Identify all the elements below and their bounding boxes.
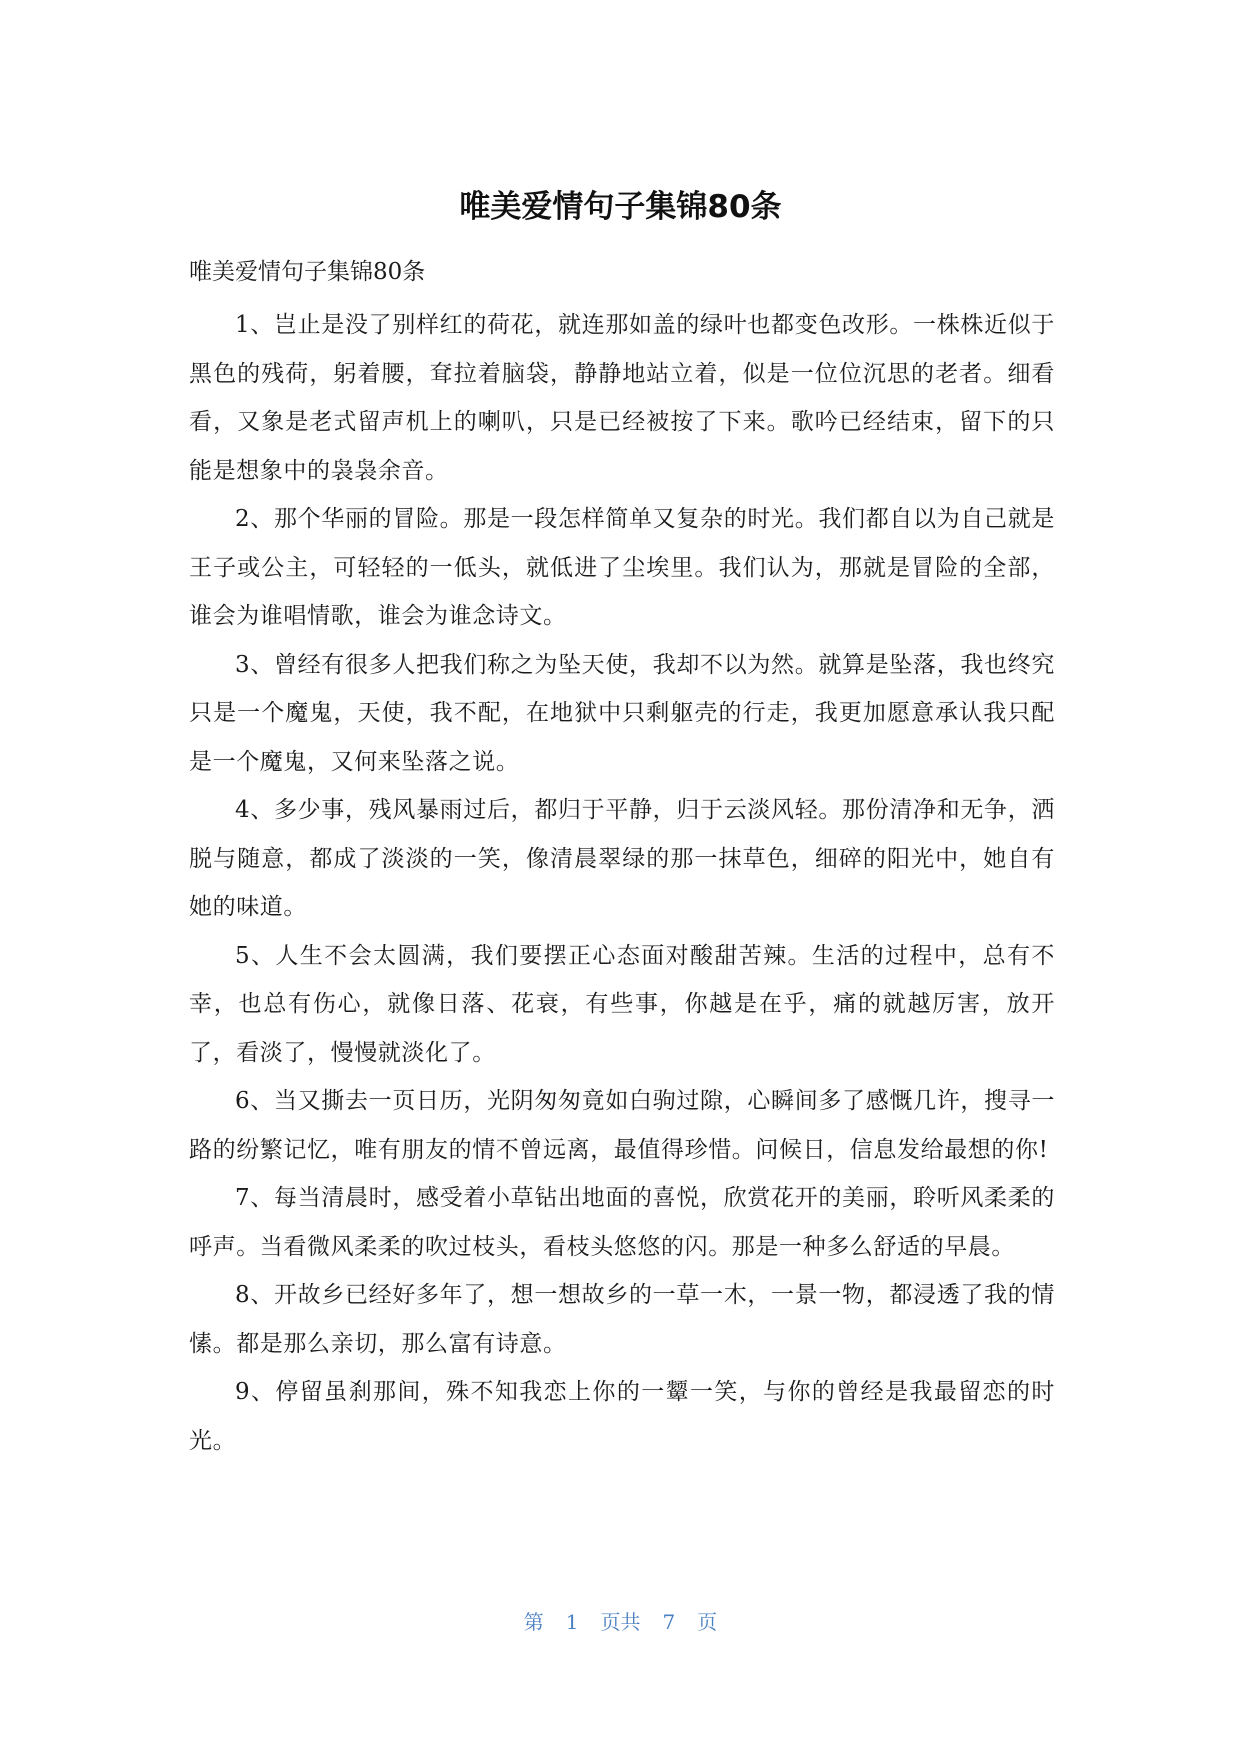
footer-label-of: 页共 xyxy=(600,1610,641,1634)
paragraph-7: 7、每当清晨时，感受着小草钻出地面的喜悦，欣赏花开的美丽，聆听风柔柔的呼声。当看微风柔柔的吹过枝头，看枝头悠悠的闪。那是一种多么舒适的早晨。 xyxy=(189,1185,1055,1260)
page-footer xyxy=(0,1608,1241,1636)
paragraph-2: 2、那个华丽的冒险。那是一段怎样简单又复杂的时光。我们都自以为自己就是王子或公主，可轻轻的一低头，就低进了尘埃里。我们认为，那就是冒险的全部，谁会为谁唱情歌，谁会为谁念诗文。 xyxy=(189,506,1055,629)
paragraph-9: 9、停留虽刹那间，殊不知我恋上你的一颦一笑，与你的曾经是我最留恋的时光。 xyxy=(189,1379,1055,1454)
paragraph-3: 3、曾经有很多人把我们称之为坠天使，我却不以为然。就算是坠落，我也终究只是一个魔鬼，天使，我不配，在地狱中只剩躯壳的行走，我更加愿意承认我只配是一个魔鬼，又何来坠落之说。 xyxy=(189,651,1055,775)
footer-current-page: 1 xyxy=(565,1610,579,1634)
paragraph-6: 6、当又撕去一页日历，光阴匆匆竟如白驹过隙，心瞬间多了感慨几许，搜寻一路的纷繁记忆，唯有朋友的情不曾远离，最值得珍惜。问候日，信息发给最想的你! xyxy=(189,1088,1055,1163)
footer-total-pages: 7 xyxy=(662,1610,676,1634)
paragraph-8: 8、开故乡已经好多年了，想一想故乡的一草一木，一景一物，都浸透了我的情愫。都是那么亲切，那么富有诗意。 xyxy=(189,1282,1055,1357)
document-subtitle: 唯美爱情句子集锦80条 xyxy=(189,259,426,285)
document-body xyxy=(189,301,1055,1465)
document-title: 唯美爱情句子集锦80条 xyxy=(459,189,782,225)
footer-label-end: 页 xyxy=(697,1610,718,1634)
paragraph-5: 5、人生不会太圆满，我们要摆正心态面对酸甜苦辣。生活的过程中，总有不幸，也总有伤心，就像日落、花衰，有些事，你越是在乎，痛的就越厉害，放开了，看淡了，慢慢就淡化了。 xyxy=(189,942,1055,1066)
footer-label-page: 第 xyxy=(523,1610,544,1634)
paragraph-4: 4、多少事，残风暴雨过后，都归于平静，归于云淡风轻。那份清净和无争，洒脱与随意，都成了淡淡的一笑，像清晨翠绿的那一抹草色，细碎的阳光中，她自有她的味道。 xyxy=(189,797,1055,920)
paragraph-1: 1、岂止是没了别样红的荷花，就连那如盖的绿叶也都变色改形。一株株近似于黑色的残荷，躬着腰，耷拉着脑袋，静静地站立着，似是一位位沉思的老者。细看看，又象是老式留声机上的喇叭，只是已经被按了下来。歌吟已经结束，留下的只能是想象中的袅袅余音。 xyxy=(189,312,1055,484)
